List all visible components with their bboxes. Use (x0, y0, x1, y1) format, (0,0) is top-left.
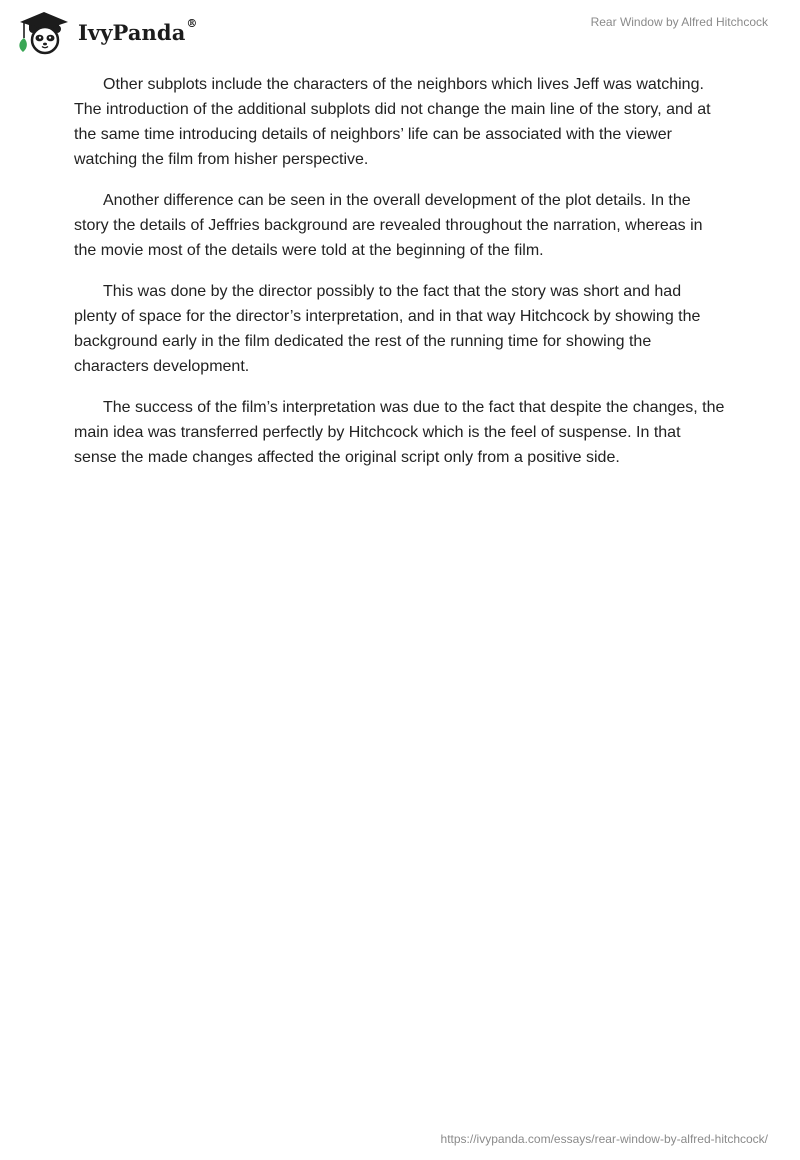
registered-mark: ® (186, 16, 198, 30)
paragraph: The success of the film’s interpretation was due to the fact that despite the changes, the main idea was transferred perfectly by Hitchcock which is the feel of suspense. In that sense the made changes affected the original script only from a positive side. (74, 399, 725, 466)
brand-name (78, 16, 198, 45)
paragraph: Other subplots include the characters of the neighbors which lives Jeff was watching. The introduction of the additional subplots did not change the main line of the story, and at the same time introducing details of neighbors’ life can be associated with the viewer watching the film from hisher perspective. (74, 76, 711, 168)
page-header (0, 0, 800, 60)
source-url-link[interactable]: https://ivypanda.com/essays/rear-window-by-alfred-hitchcock/ (440, 1132, 768, 1146)
essay-body (74, 72, 726, 486)
brand-label: IvyPanda (78, 19, 186, 45)
paragraph: This was done by the director possibly to the fact that the story was short and had plenty of space for the director’s interpretation, and in that way Hitchcock by showing the background early in the film dedicated the rest of the running time for showing the characters development. (74, 283, 701, 375)
panda-logo-icon (14, 8, 74, 56)
document-title: Rear Window by Alfred Hitchcock (590, 15, 768, 29)
ivypanda-logo[interactable] (14, 8, 198, 56)
paragraph: Another difference can be seen in the overall development of the plot details. In the story the details of Jeffries background are revealed throughout the narration, whereas in the movie most of the details were told at the beginning of the film. (74, 192, 703, 259)
